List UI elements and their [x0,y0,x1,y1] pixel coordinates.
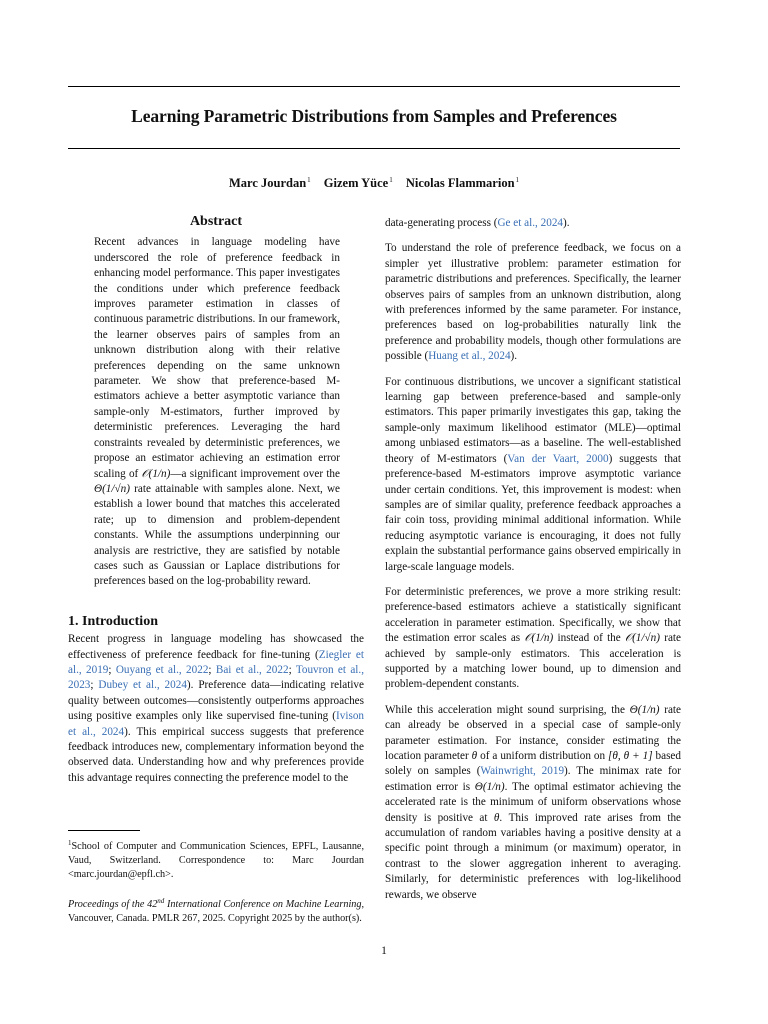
math-inline: θ [471,750,478,762]
math-inline: 𝒪(1/√n) [625,632,660,645]
page-number: 1 [381,945,387,957]
body-paragraph: data-generating process (Ge et al., 2024). [385,217,570,229]
citation-link[interactable]: Huang et al., 2024 [428,350,511,363]
footnote-rule [68,830,140,831]
math-inline: Θ(1/n) [474,780,505,793]
paper-title: Learning Parametric Distributions from Samples and Preferences [131,106,617,126]
abstract-heading: Abstract [189,214,243,229]
citation-link[interactable]: Bai et al., 2022 [215,663,289,676]
citation-link[interactable]: Van der Vaart, 2000 [507,452,609,465]
citation-link[interactable]: Ziegler et al., 2019 [68,648,364,676]
math-inline: Θ(1/n) [629,703,660,716]
author-affiliation: 1 [389,176,393,184]
top-rule [68,86,680,87]
body-paragraph: While this acceleration might sound surprising, the Θ(1/n) rate can already be observed in a special case of sample-only parameter estimation. For instance, consider estimating the location parameter θ of a uniform distribution on [θ, θ + 1] based solely on samples (Wainwright, 2019). The minimax rate for estimation error is Θ(1/n). The optimal estimator achieving the accelerated rate is the minimum of uniform observations whose density is positive at θ. This improved rate arises from the accumulation of random variables having a positive density at a specific point through a minimum (or maximum) operator, in contrast to the slower aggregation inherent to averaging. Similarly, for deterministic preferences with log-likelihood rewards, we observe [385,703,682,901]
title-bottom-rule [68,148,680,149]
section-heading-introduction: 1. Introduction [68,613,158,629]
body-paragraph: To understand the role of preference feedback, we focus on a simpler yet illustrative problem: parameter estimation for parametric distributions and preferences. Specifically, the learner observes pairs of samples from an unknown distribution, along with preferences informed by the same parameter. For instance, preferences based on log-probabilities naturally link the preference and probability models, though other formulations are possible (Huang et al., 2024). [385,242,681,363]
proceedings-note: Proceedings of the 42nd International Conference on Machine Learning, Vancouver, Canada. PMLR 267, 2025. Copyright 2025 by the author(s). [68,897,365,924]
citation-link[interactable]: Ivison et al., 2024 [68,710,364,738]
author-affiliation: 1 [307,176,311,184]
author-name: Gizem Yüce [323,176,389,190]
body-paragraph: For continuous distributions, we uncover a significant statistical learning gap between preference-based and sample-only estimators. This paper primarily investigates this gap, taking the sample-only maximum likelihood estimator (MLE)—optimal among unbiased estimators—as a baseline. The well-established theory of M-estimators (Van der Vaart, 2000) suggests that preference-based M-estimators improve asymptotic variance under certain conditions. Yet, this improvement is modest: when samples are of similar quality, preference feedback approaches a fair coin toss, providing minimal additional information. While reducing asymptotic variance is encouraging, it does not fully explain the substantial performance gains observed empirically in large-scale language models. [385,375,681,573]
abstract-text: Recent advances in language modeling have underscored the role of preference feedback in enhancing model performance. This paper investigates the conditions under which preference feedback improves parameter estimation in classes of continuous parametric distributions. In our framework, the learner observes pairs of samples from an unknown distribution along with their relative preferences depending on the same unknown parameter. We show that preference-based M-estimators achieve a better asymptotic variance than sample-only M-estimators, further improved by deterministic preferences. Leveraging the hard constraints revealed by deterministic preferences, we propose an estimator achieving an estimation error scaling of 𝒪(1/n)—a significant improvement over the Θ(1/√n) rate attainable with samples alone. Next, we establish a lower bound that matches this accelerated rate; up to dimension and problem-dependent constants. While the assumptions underpinning our analysis are restrictive, they are satisfied by notable cases such as Gaussian or Laplace distributions for preferences based on the log-probability reward. [94,236,340,588]
math-inline: 𝒪(1/n) [524,632,554,645]
body-paragraph: For deterministic preferences, we prove a more striking result: preference-based estimators achieve a statistically significant acceleration in parameter estimation. Specifically, we show that the estimation error scales as 𝒪(1/n) instead of the 𝒪(1/√n) rate achieved by sample-only estimators. This acceleration is supported by a matching lower bound, up to dimension and problem-dependent constants. [385,585,682,691]
math-inline: Θ(1/√n) [94,482,130,495]
citation-link[interactable]: Dubey et al., 2024 [98,679,187,692]
citation-link[interactable]: Ouyang et al., 2022 [115,663,209,676]
math-inline: [θ, θ + 1] [608,750,653,762]
affiliation-footnote: $^1$School of Computer and Communication Sciences, EPFL, Lausanne, Vaud, Switzerland. Correspondence to: Marc Jourdan <marc.jourdan@epfl.ch>. [68,839,364,880]
footnotes [68,830,364,926]
author-name: Nicolas Flammarion [405,176,515,190]
citation-link[interactable]: Touvron et al., 2023 [68,663,364,692]
intro-paragraph: Recent progress in language modeling has showcased the effectiveness of preference feedback for fine-tuning (Ziegler et al., 2019; Ouyang et al., 2022; Bai et al., 2022; Touvron et al., 2023; Dubey et al., 2024). Preference data—indicating relative quality between outcomes—consistently outperforms approaches using positive examples only like supervised fine-tuning (Ivison et al., 2024). This empirical success suggests that preference feedback introduces new, complementary information beyond the observed data. Understanding how and why preferences provide this advantage requires connecting the preference model to the [68,633,365,784]
author-affiliation: 1 [515,176,520,184]
citation-link[interactable]: Ge et al., 2024 [497,217,564,229]
citation-link[interactable]: Wainwright, 2019 [480,765,565,778]
math-inline: θ [493,811,500,824]
left-column [68,214,364,786]
author-list [68,176,680,191]
author-name: Marc Jourdan [228,176,307,190]
right-column [385,216,681,913]
math-inline: 𝒪(1/n) [141,467,171,480]
